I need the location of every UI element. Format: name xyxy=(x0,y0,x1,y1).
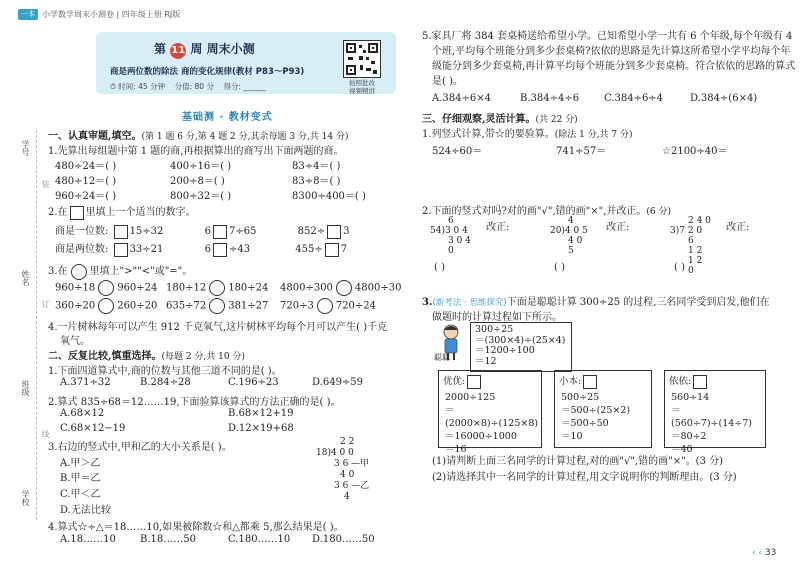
choice3-option-c[interactable]: C.甲＜乙 xyxy=(60,489,101,500)
judge-box[interactable] xyxy=(693,375,707,389)
congcong-calc: 300÷25 ＝(300×4)÷(25×4) ＝1200÷100 ＝12 xyxy=(470,322,572,372)
margin-class: 班级 xyxy=(21,380,30,396)
q2-row2: 商是两位数: 33÷21 6 ÷43 455÷ 7 xyxy=(55,244,348,255)
compare-circle[interactable] xyxy=(98,298,114,314)
week-number: 11 xyxy=(170,43,186,59)
q2-prompt: 2.在 里填上一个适当的数字。 xyxy=(48,207,196,218)
margin-student-number: 学号 xyxy=(21,140,30,156)
choice4-options: A.18……10 B.18……50 C.180……10 D.180……50 xyxy=(60,534,375,545)
book-title: 小学数学周末小测卷 | 四年级上册 RJ版 xyxy=(42,9,181,19)
q4-prompt: 4.一片树林每年可以产生 912 千克氧气,这片树林平均每个月可以产生( )千克 xyxy=(48,322,388,333)
q3-compare-item: 635÷72 381÷27 xyxy=(166,298,268,314)
time-info: ⏱ 时间: 45 分钟 xyxy=(110,82,166,91)
sub-question-2: (2)请选择其中一名同学的计算过程,用文字说明你的判断理由。(3 分) xyxy=(432,472,737,483)
q1-item[interactable]: 480÷24＝( ) xyxy=(55,161,117,172)
q4-prompt-cont: 氧气。 xyxy=(60,336,90,347)
q3-prompt: 3.在 里填上">""<"或"="。 xyxy=(48,262,192,280)
q3-compare-item: 360÷20 260÷20 xyxy=(55,298,157,314)
q1-item[interactable]: 800÷32＝( ) xyxy=(170,191,232,202)
c3-long-division: 2 2 18)4 0 0 3 6 —甲 4 0 3 6 —乙 4 xyxy=(316,437,370,502)
qr-code-icon[interactable] xyxy=(343,40,381,78)
choice1-prompt: 1.下面四道算式中,商的位数与其他三道不同的是( )。 xyxy=(48,366,282,377)
score-info: 分值: 80 分 xyxy=(174,82,214,91)
r2-long-division: 6 54)3 0 4 3 0 4 0 xyxy=(430,216,471,256)
q3-compare-item: 4800÷300 4800÷30 xyxy=(280,280,401,296)
q5-line3: 级能分到多少套桌椅,再计算平均每个班能分到多少套桌椅。符合依依的思路的算式 xyxy=(432,61,796,72)
compare-circle[interactable] xyxy=(98,280,114,296)
r2-prompt: 2.下面的竖式对吗?对的画"√",错的画"×",并改正。(6 分) xyxy=(422,206,672,217)
student-calc-box: 优优: 2000÷125 ＝(2000×8)÷(125×8) ＝16000÷1000 ＝16 xyxy=(438,370,542,448)
q5-line2: 个班,平均每个班能分到多少套桌椅?依依的思路是先计算这所希望小学平均每个年 xyxy=(432,46,791,57)
choice2-prompt: 2.算式 835÷68＝12……19,下面验算该算式的方法正确的是( )。 xyxy=(48,397,341,408)
r2-long-division: 2 4 0 3)7 2 0 6 1 2 1 2 0 xyxy=(670,216,711,276)
part3-heading: 三、仔细观察,灵活计算。(共 22 分) xyxy=(422,114,578,125)
test-meta xyxy=(110,81,266,92)
q2-row1: 商是一位数: 15÷32 6 7÷65 852÷ 3 xyxy=(55,226,350,237)
q1-item[interactable]: 8300÷400＝( ) xyxy=(292,191,366,202)
sub-question-1: (1)请判断上面三名同学的计算过程,对的画"√",错的画"×"。(3 分) xyxy=(432,456,724,467)
header-panel xyxy=(96,32,396,94)
topic-subtitle: 商是两位数的除法 商的变化规律(教材 P83～P93) xyxy=(110,67,305,77)
q1-item[interactable]: 480÷12＝( ) xyxy=(55,176,117,187)
compare-circle[interactable] xyxy=(209,280,225,296)
student-calc-box: 小本: 500÷25 ＝500÷(25×2) ＝500÷50 ＝10 xyxy=(554,370,652,448)
choice1-options: A.371÷32 B.284÷28 C.196÷23 D.649÷59 xyxy=(60,377,364,388)
r2-answer-paren[interactable]: ( ) xyxy=(434,262,445,273)
congcong-label: 聪聪 xyxy=(434,353,450,362)
q1-prompt: 1.先算出每组题中第 1 题的商,再根据算出的商写出下面两题的商。 xyxy=(48,146,344,157)
brand-badge: 一本 xyxy=(18,9,38,20)
margin-cut-2: 订 xyxy=(41,300,50,308)
r1-items: 524÷60＝ 741÷57＝ ☆2100÷40＝ xyxy=(432,146,728,157)
got-score: 得分: ______ xyxy=(223,82,266,91)
student-calc-box: 依依: 560÷14 ＝(560÷7)÷(14÷7) ＝80÷2 ＝40 xyxy=(664,370,766,448)
q1-item[interactable]: 83÷8＝( ) xyxy=(292,176,341,187)
choice3-option-a[interactable]: A.甲＞乙 xyxy=(60,458,101,469)
r2-answer-paren[interactable]: ( ) xyxy=(674,262,685,273)
part2-heading: 二、反复比较,慎重选择。(每题 2 分,共 10 分) xyxy=(48,351,245,362)
r1-prompt: 1.列竖式计算,带☆的要验算。(除法 1 分,共 7 分) xyxy=(422,129,633,140)
q5-options: A.384÷6×4 B.384÷4÷6 C.384÷6÷4 D.384÷(6×4) xyxy=(432,93,758,104)
compare-circle[interactable] xyxy=(317,298,333,314)
week-title: 第 11 周 周末小测 xyxy=(154,40,255,59)
choice3-prompt: 3.右边的竖式中,甲和乙的大小关系是( )。 xyxy=(48,442,232,453)
q1-item[interactable]: 960÷24＝( ) xyxy=(55,191,117,202)
r2-correction-label: 改正: xyxy=(606,222,630,233)
choice2-options: A.68×12 B.68×12+19 xyxy=(60,408,294,419)
choice4-prompt: 4.算式☆÷△＝18……10,如果被除数☆和△都乘 5,那么结果是( )。 xyxy=(48,522,344,533)
choice2-options-b: C.68×12−19 D.12×19+68 xyxy=(60,423,294,434)
judge-box[interactable] xyxy=(467,375,481,389)
q1-item[interactable]: 400÷16＝( ) xyxy=(170,161,232,172)
section-title: 基础测 · 教材变式 xyxy=(182,112,273,123)
margin-school: 学校 xyxy=(21,490,30,506)
r2-correction-label: 改正: xyxy=(486,222,510,233)
r2-long-division: 4 20)4 0 5 4 0 5 xyxy=(550,216,588,256)
compare-circle[interactable] xyxy=(336,280,352,296)
r2-answer-paren[interactable]: ( ) xyxy=(554,262,565,273)
qr-caption: 拍照批改 视频精讲 xyxy=(349,79,375,95)
new-method-tag: (新考法 · 思维探究) xyxy=(432,298,507,308)
q1-item[interactable]: 83÷4＝( ) xyxy=(292,161,341,172)
choice3-option-b[interactable]: B.甲＝乙 xyxy=(60,473,101,484)
margin-name: 姓名 xyxy=(21,270,30,286)
q5-line4: 是( )。 xyxy=(432,76,463,87)
q3-compare-item: 960÷18 960÷24 xyxy=(55,280,157,296)
judge-box[interactable] xyxy=(583,375,597,389)
q3-compare-item: 720÷3 720÷24 xyxy=(280,298,376,314)
r2-correction-label: 改正: xyxy=(726,222,750,233)
top-bar xyxy=(18,8,180,20)
cut-line xyxy=(36,130,37,520)
r3-prompt: 3.(新考法 · 思维探究)下面是聪聪计算 300÷25 的过程,三名同学受到启发,他们在 xyxy=(422,297,770,308)
part1-heading: 一、认真审题,填空。(第 1 题 6 分,第 4 题 2 分,其余每题 3 分,共 14 分) xyxy=(48,131,349,142)
answer-box[interactable] xyxy=(70,206,84,220)
page-number: ‹ ‹ 33 xyxy=(752,548,777,558)
r3-prompt-cont: 做题时的计算过程如下所示。 xyxy=(432,312,562,323)
choice3-option-d[interactable]: D.无法比较 xyxy=(60,505,111,516)
q1-item[interactable]: 200÷8＝( ) xyxy=(170,176,225,187)
compare-circle[interactable] xyxy=(209,298,225,314)
margin-cut-1: 装 xyxy=(41,180,50,188)
q3-compare-item: 180÷12 180÷24 xyxy=(166,280,268,296)
margin-cut-3: 线 xyxy=(41,430,50,438)
q5-line1: 5.家具厂将 384 套桌椅送给希望小学。已知希望小学一共有 6 个年级,每个年级有 4 xyxy=(422,31,793,42)
